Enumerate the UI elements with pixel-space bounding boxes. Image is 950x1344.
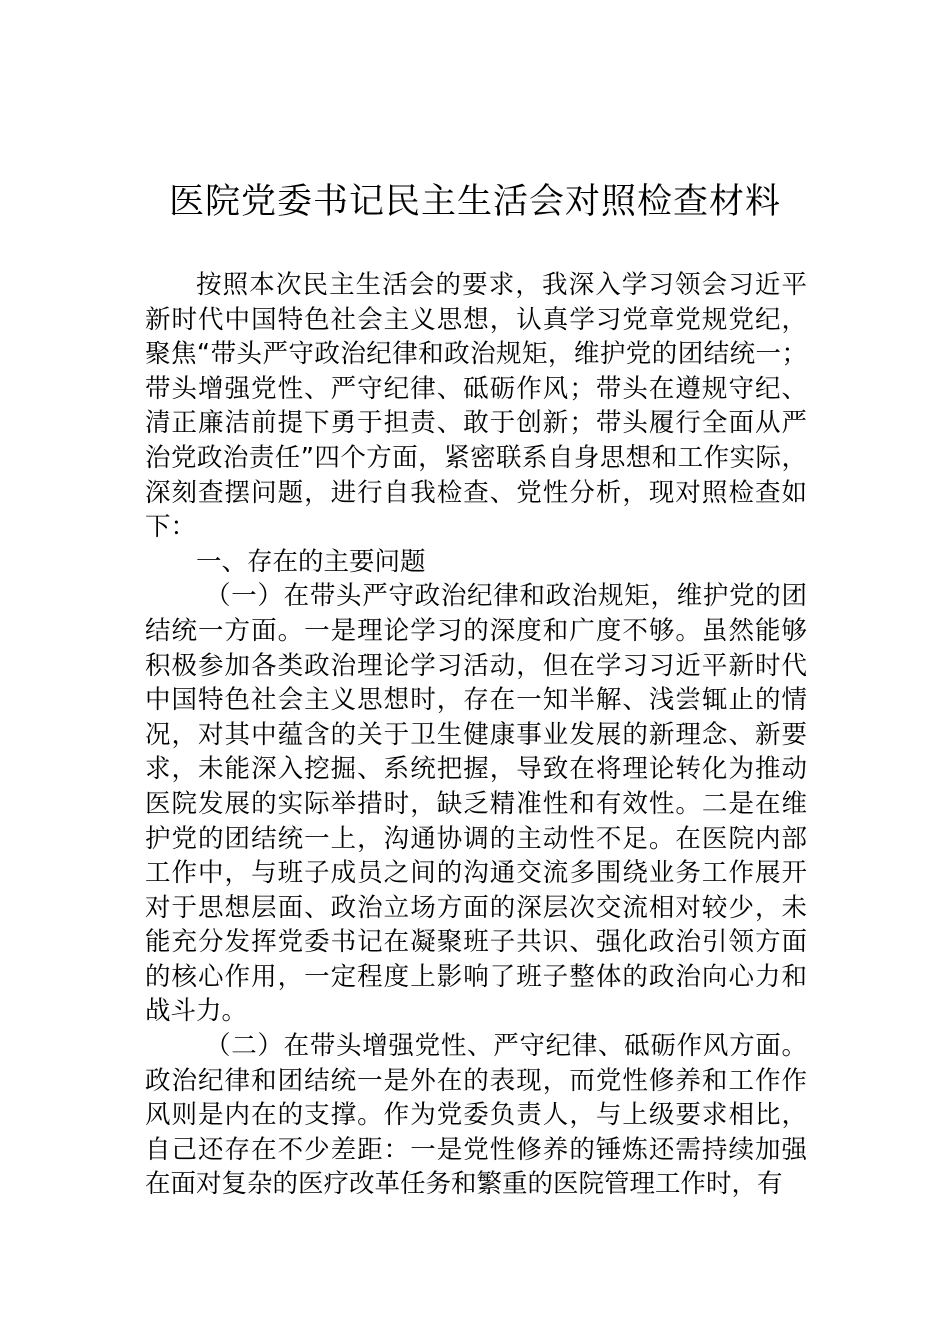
issue-paragraph-1: （一）在带头严守政治纪律和政治规矩，维护党的团结统一方面。一是理论学习的深度和广度不够。虽然能够积极参加各类政治理论学习活动，但在学习习近平新时代中国特色社会主义思想时，存在一知半解、浅尝辄止的情况，对其中蕴含的关于卫生健康事业发展的新理念、新要求，未能深入挖掘、系统把握，导致在将理论转化为推动医院发展的实际举措时，缺乏精准性和有效性。二是在维护党的团结统一上，沟通协调的主动性不足。在医院内部工作中，与班子成员之间的沟通交流多围绕业务工作展开对于思想层面、政治立场方面的深层次交流相对较少，未能充分发挥党委书记在凝聚班子共识、强化政治引领方面的核心作用，一定程度上影响了班子整体的政治向心力和战斗力。 [145,581,807,1027]
intro-paragraph: 按照本次民主生活会的要求，我深入学习领会习近平新时代中国特色社会主义思想，认真学习党章党规党纪，聚焦“带头严守政治纪律和政治规矩，维护党的团结统一；带头增强党性、严守纪律、砥砺作风；带头在遵规守纪、清正廉洁前提下勇于担责、敢于创新；带头履行全面从严治党政治责任”四个方面，紧密联系自身思想和工作实际，深刻查摆问题，进行自我检查、党性分析，现对照检查如下： [145,270,807,543]
document-title: 医院党委书记民主生活会对照检查材料 [168,182,781,222]
document-body [145,268,807,1202]
issue-paragraph-2: （二）在带头增强党性、严守纪律、砥砺作风方面。政治纪律和团结统一是外在的表现，而党性修养和工作作风则是内在的支撑。作为党委负责人，与上级要求相比，自己还存在不少差距：一是党性修养的锤炼还需持续加强在面对复杂的医疗改革任务和繁重的医院管理工作时，有 [145,1031,807,1200]
section-heading: 一、存在的主要问题 [196,546,426,577]
